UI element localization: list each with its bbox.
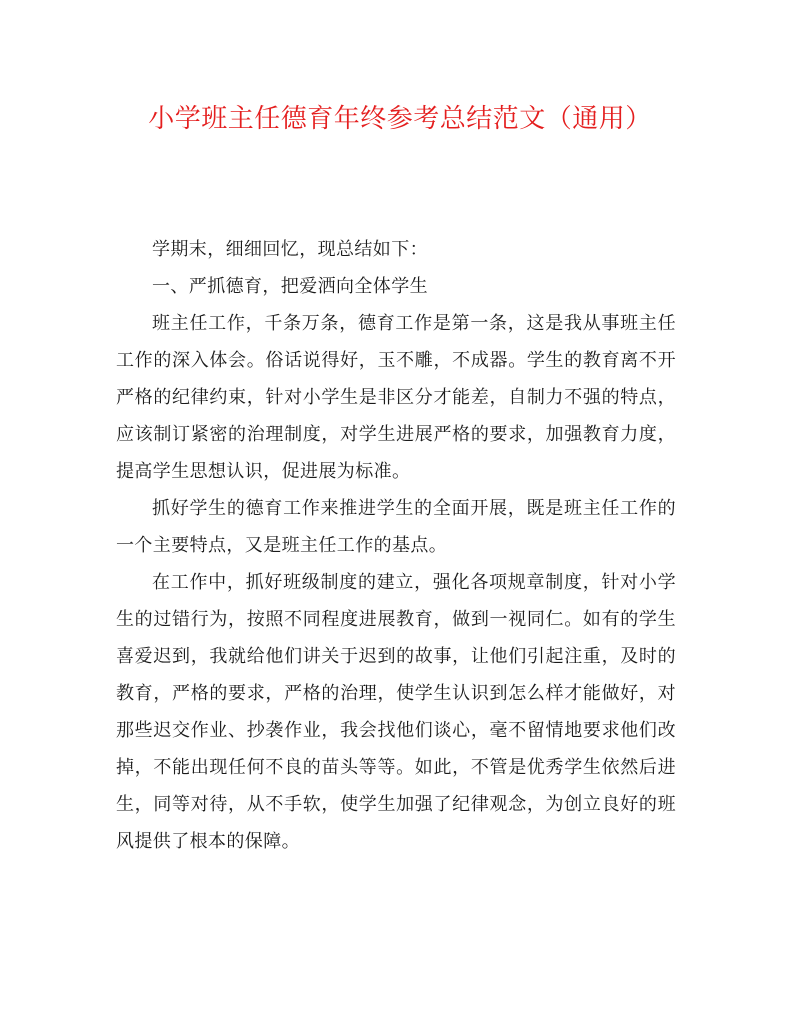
paragraph-1: 班主任工作，千条万条，德育工作是第一条，这是我从事班主任工作的深入体会。俗话说得好，玉不雕，不成器。学生的教育离不开严格的纪律约束，针对小学生是非区分才能差，自制力不强的特点，应该制订紧密的治理制度，对学生进展严格的要求，加强教育力度，提高学生思想认识，促进展为标准。: [116, 313, 676, 482]
paragraph-3: 在工作中，抓好班级制度的建立，强化各项规章制度，针对小学生的过错行为，按照不同程度进展教育，做到一视同仁。如有的学生喜爱迟到，我就给他们讲关于迟到的故事，让他们引起注重，及时的教育，严格的要求，严格的治理，使学生认识到怎么样才能做好，对那些迟交作业、抄袭作业，我会找他们谈心，毫不留情地要求他们改掉，不能出现任何不良的苗头等等。如此，不管是优秀学生依然后进生，同等对待，从不手软，使学生加强了纪律观念，为创立良好的班风提供了根本的保障。: [116, 572, 676, 852]
section-heading-1: 一、严抓德育，把爱洒向全体学生: [152, 276, 428, 297]
paragraph-intro: 学期末，细细回忆，现总结如下：: [152, 239, 428, 260]
document-title: 小学班主任德育年终参考总结范文（通用）: [148, 104, 652, 134]
paragraph-2: 抓好学生的德育工作来推进学生的全面开展，既是班主任工作的一个主要特点，又是班主任工作的基点。: [116, 498, 676, 556]
document-body: [116, 231, 676, 860]
